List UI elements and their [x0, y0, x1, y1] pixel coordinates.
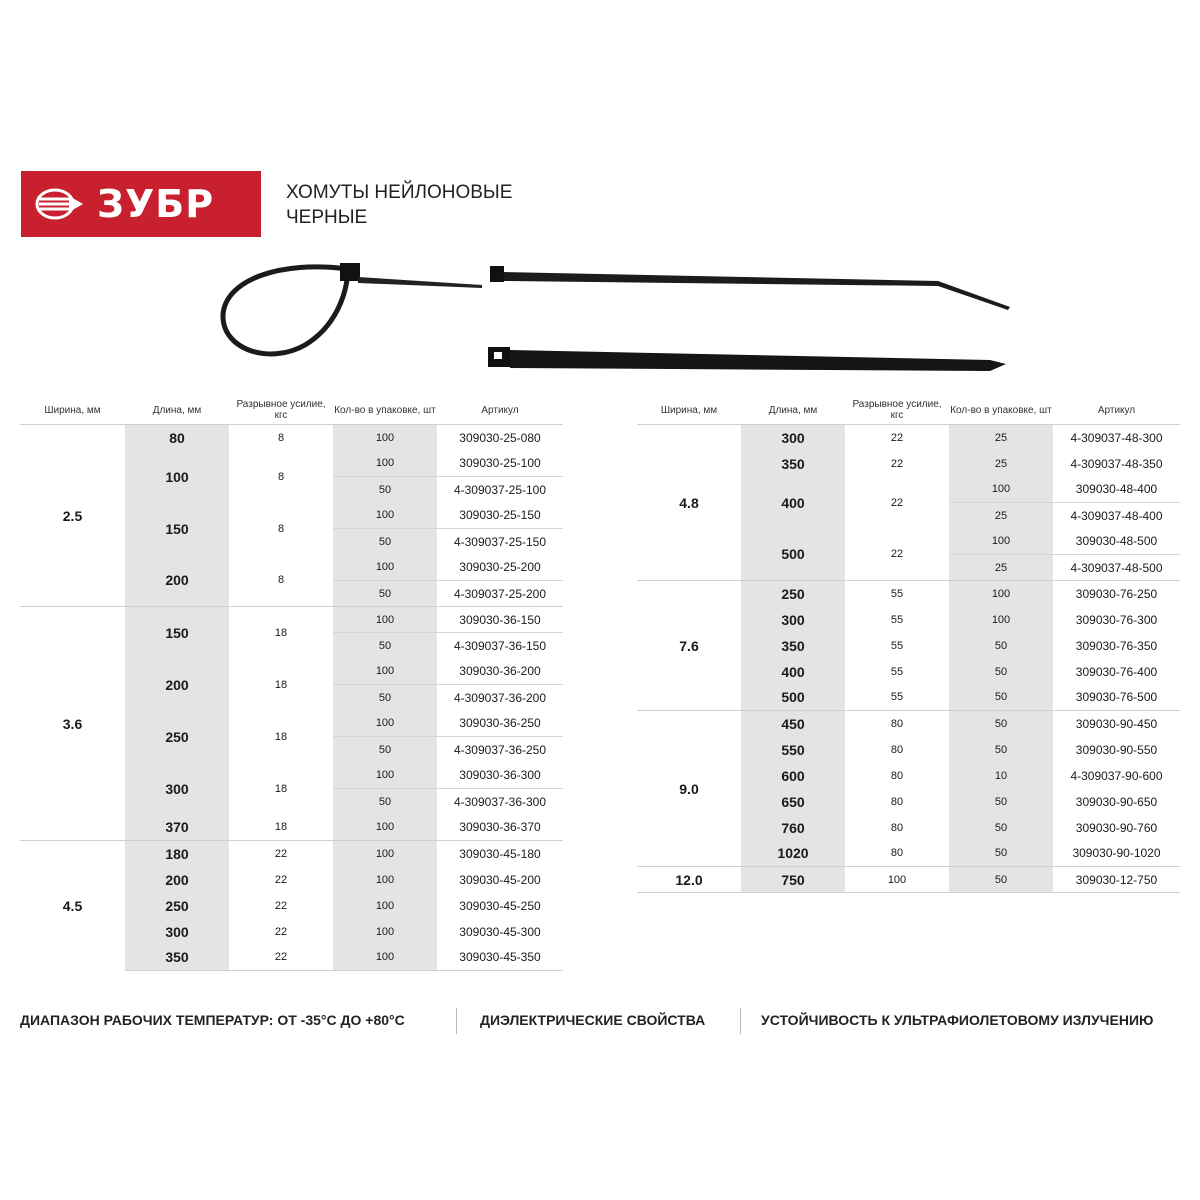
qty-cell: 50 — [949, 659, 1053, 685]
qty-cell: 100 — [333, 711, 437, 737]
logo-text: ЗУБР — [97, 182, 215, 226]
article-cell: 4-309037-25-200 — [437, 581, 563, 607]
width-cell: 7.6 — [637, 581, 741, 711]
qty-cell: 50 — [333, 633, 437, 659]
article-cell: 309030-25-150 — [459, 508, 541, 523]
article-cell: 309030-76-400 — [1075, 664, 1158, 679]
article-cell: 309030-45-350 — [437, 945, 563, 971]
length-cell: 500 — [741, 685, 845, 711]
title-line-1: ХОМУТЫ НЕЙЛОНОВЫЕ — [286, 182, 513, 203]
cable-ties-illustration — [220, 255, 1020, 385]
qty-cell: 50 — [949, 685, 1053, 711]
force-cell: 22 — [274, 899, 288, 912]
length-cell: 500 — [741, 529, 845, 581]
article-cell: 4-309037-25-100 — [437, 477, 563, 503]
article-cell: 309030-90-450 — [1053, 711, 1180, 737]
length-cell: 150 — [125, 503, 229, 555]
article-cell: 309030-36-370 — [459, 820, 541, 835]
length-cell: 250 — [125, 893, 229, 919]
article-cell: 309030-45-180 — [437, 841, 563, 867]
header-qty: Кол-во в упаковке, шт — [950, 404, 1052, 416]
qty-cell: 50 — [333, 529, 437, 555]
qty-cell: 100 — [333, 841, 437, 867]
table-row — [637, 867, 1180, 893]
width-cell: 2.5 — [20, 425, 125, 607]
article-cell: 309030-25-080 — [437, 425, 563, 451]
force-cell: 18 — [229, 607, 333, 659]
article-cell: 309030-36-300 — [459, 768, 541, 783]
qty-cell: 50 — [333, 737, 437, 763]
force-cell: 18 — [274, 782, 288, 795]
table-row — [20, 425, 563, 451]
force-cell: 22 — [229, 945, 333, 971]
header-article: Артикул — [481, 404, 519, 416]
article-cell: 309030-25-100 — [459, 456, 541, 471]
length-cell: 760 — [741, 815, 845, 841]
length-cell: 650 — [741, 789, 845, 815]
qty-cell: 50 — [949, 633, 1053, 659]
header-article: Артикул — [1097, 404, 1136, 416]
arrow-emblem-icon — [35, 188, 87, 220]
force-cell: 18 — [274, 678, 288, 691]
force-cell: 80 — [890, 769, 904, 782]
divider — [740, 1008, 741, 1034]
force-cell: 22 — [274, 925, 288, 938]
qty-cell: 100 — [333, 815, 437, 841]
force-cell: 55 — [890, 665, 904, 678]
qty-cell: 10 — [949, 763, 1053, 789]
force-cell: 8 — [277, 574, 285, 587]
header-force: Разрывное усилие, кгс — [852, 399, 942, 421]
article-cell: 309030-48-500 — [1075, 534, 1158, 549]
qty-cell: 50 — [949, 737, 1053, 763]
brand-logo — [21, 171, 261, 237]
article-cell: 309030-90-650 — [1075, 794, 1158, 809]
force-cell: 22 — [890, 496, 904, 509]
length-cell: 300 — [125, 919, 229, 945]
width-cell: 3.6 — [20, 607, 125, 841]
article-cell: 309030-90-760 — [1075, 820, 1158, 835]
length-cell: 150 — [125, 607, 229, 659]
force-cell: 100 — [845, 867, 949, 893]
article-cell: 4-309037-36-150 — [437, 633, 563, 659]
qty-cell: 100 — [949, 581, 1053, 607]
qty-cell: 100 — [333, 555, 437, 581]
length-cell: 100 — [125, 451, 229, 503]
force-cell: 55 — [890, 639, 904, 652]
width-cell: 4.5 — [20, 841, 125, 971]
qty-cell: 100 — [333, 867, 437, 893]
table-row — [20, 607, 563, 633]
qty-cell: 50 — [333, 581, 437, 607]
header-force: Разрывное усилие, кгс — [236, 399, 326, 421]
qty-cell: 25 — [949, 503, 1053, 529]
qty-cell: 100 — [333, 451, 437, 477]
length-cell: 400 — [741, 477, 845, 529]
length-cell: 250 — [125, 711, 229, 763]
article-cell: 309030-45-200 — [459, 872, 541, 887]
table-row — [637, 711, 1180, 737]
length-cell: 370 — [125, 815, 229, 841]
qty-cell: 100 — [333, 919, 437, 945]
article-cell: 309030-76-350 — [1075, 638, 1158, 653]
article-cell: 309030-12-750 — [1053, 867, 1180, 893]
feature-dielectric: ДИЭЛЕКТРИЧЕСКИЕ СВОЙСТВА — [480, 1012, 706, 1028]
length-cell: 300 — [741, 425, 845, 451]
force-cell: 80 — [845, 711, 949, 737]
article-cell: 4-309037-36-300 — [437, 789, 563, 815]
article-cell: 309030-90-1020 — [1072, 846, 1161, 861]
article-cell: 309030-76-250 — [1053, 581, 1180, 607]
force-cell: 22 — [890, 457, 904, 470]
force-cell: 55 — [890, 613, 904, 626]
length-cell: 400 — [741, 659, 845, 685]
length-cell: 180 — [125, 841, 229, 867]
divider — [456, 1008, 457, 1034]
force-cell: 22 — [274, 873, 288, 886]
force-cell: 8 — [277, 470, 285, 483]
spec-table-right — [637, 396, 1180, 893]
article-cell: 4-309037-36-250 — [437, 737, 563, 763]
width-cell: 12.0 — [637, 867, 741, 893]
force-cell: 18 — [274, 821, 288, 834]
article-cell: 4-309037-48-500 — [1053, 555, 1180, 581]
qty-cell: 25 — [949, 425, 1053, 451]
article-cell: 4-309037-48-350 — [1070, 456, 1163, 471]
force-cell: 80 — [890, 821, 904, 834]
qty-cell: 50 — [333, 789, 437, 815]
length-cell: 550 — [741, 737, 845, 763]
width-cell: 4.8 — [637, 425, 741, 581]
qty-cell: 50 — [949, 711, 1053, 737]
article-cell: 309030-90-550 — [1075, 742, 1158, 757]
force-cell: 55 — [845, 581, 949, 607]
article-cell: 309030-76-300 — [1075, 612, 1158, 627]
qty-cell: 50 — [949, 789, 1053, 815]
qty-cell: 25 — [949, 555, 1053, 581]
length-cell: 200 — [125, 867, 229, 893]
length-cell: 750 — [741, 867, 845, 893]
qty-cell: 100 — [333, 893, 437, 919]
length-cell: 450 — [741, 711, 845, 737]
qty-cell: 100 — [333, 503, 437, 529]
width-cell: 9.0 — [637, 711, 741, 867]
length-cell: 250 — [741, 581, 845, 607]
force-cell: 80 — [890, 795, 904, 808]
header-width: Ширина, мм — [44, 404, 101, 416]
qty-cell: 100 — [333, 607, 437, 633]
qty-cell: 100 — [333, 425, 437, 451]
length-cell: 600 — [741, 763, 845, 789]
article-cell: 309030-25-200 — [459, 560, 541, 575]
article-cell: 4-309037-90-600 — [1070, 768, 1163, 783]
qty-cell: 25 — [949, 451, 1053, 477]
length-cell: 300 — [741, 607, 845, 633]
force-cell: 80 — [890, 847, 904, 860]
force-cell: 22 — [845, 425, 949, 451]
header-width: Ширина, мм — [660, 404, 718, 416]
article-cell: 309030-45-250 — [459, 898, 541, 913]
table-row — [637, 581, 1180, 607]
article-cell: 309030-48-400 — [1075, 482, 1158, 497]
qty-cell: 100 — [333, 659, 437, 685]
title-line-2: ЧЕРНЫЕ — [286, 207, 368, 228]
qty-cell: 100 — [333, 763, 437, 789]
length-cell: 350 — [741, 451, 845, 477]
force-cell: 22 — [229, 841, 333, 867]
spec-table-left — [20, 396, 563, 971]
header-length: Длина, мм — [768, 404, 818, 416]
article-cell: 4-309037-48-400 — [1053, 503, 1180, 529]
article-cell: 4-309037-25-150 — [437, 529, 563, 555]
force-cell: 18 — [274, 730, 288, 743]
table-row — [20, 841, 563, 867]
qty-cell: 100 — [949, 477, 1053, 503]
article-cell: 309030-36-200 — [459, 664, 541, 679]
article-cell: 309030-45-300 — [459, 924, 541, 939]
length-cell: 350 — [125, 945, 229, 971]
qty-cell: 50 — [333, 685, 437, 711]
article-cell: 4-309037-36-200 — [437, 685, 563, 711]
article-cell: 4-309037-48-300 — [1053, 425, 1180, 451]
feature-temperature: ДИАПАЗОН РАБОЧИХ ТЕМПЕРАТУР: ОТ -35°С ДО +80°С — [20, 1012, 405, 1028]
force-cell: 80 — [890, 743, 904, 756]
force-cell: 55 — [890, 691, 904, 704]
header-qty: Кол-во в упаковке, шт — [334, 404, 436, 416]
article-cell: 309030-36-250 — [459, 716, 541, 731]
qty-cell: 50 — [949, 841, 1053, 867]
header-length: Длина, мм — [152, 404, 202, 416]
length-cell: 80 — [125, 425, 229, 451]
article-cell: 309030-76-500 — [1075, 690, 1158, 705]
qty-cell: 100 — [333, 945, 437, 971]
features-bar — [20, 1012, 1185, 1034]
qty-cell: 50 — [949, 867, 1053, 893]
length-cell: 300 — [125, 763, 229, 815]
qty-cell: 100 — [949, 607, 1053, 633]
article-cell: 309030-36-150 — [437, 607, 563, 633]
table-row — [637, 425, 1180, 451]
force-cell: 8 — [277, 522, 285, 535]
length-cell: 1020 — [741, 841, 845, 867]
product-title — [286, 180, 512, 230]
length-cell: 350 — [741, 633, 845, 659]
length-cell: 200 — [125, 555, 229, 607]
length-cell: 200 — [125, 659, 229, 711]
force-cell: 22 — [890, 548, 904, 561]
qty-cell: 100 — [949, 529, 1053, 555]
feature-uv-resistance: УСТОЙЧИВОСТЬ К УЛЬТРАФИОЛЕТОВОМУ ИЗЛУЧЕНИЮ — [761, 1012, 1154, 1028]
qty-cell: 50 — [333, 477, 437, 503]
force-cell: 8 — [229, 425, 333, 451]
qty-cell: 50 — [949, 815, 1053, 841]
